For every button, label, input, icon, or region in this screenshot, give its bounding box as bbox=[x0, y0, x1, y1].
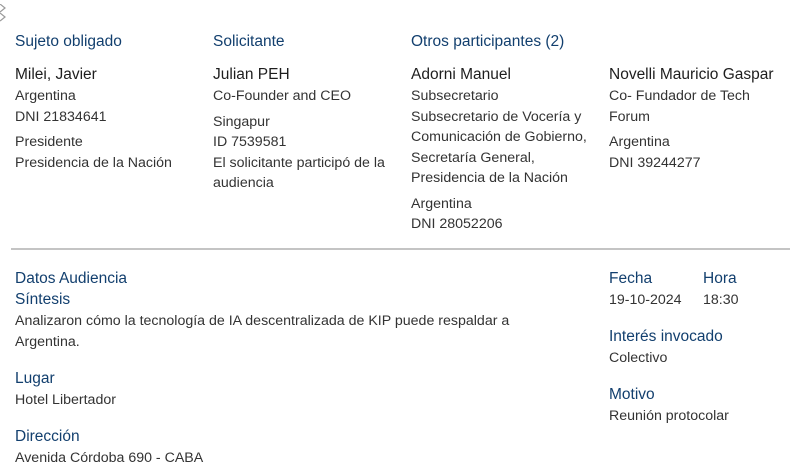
participant-title-line: Comunicación de Gobierno, bbox=[411, 129, 587, 145]
participant-country: Argentina bbox=[411, 195, 472, 212]
fecha-value: 19-10-2024 bbox=[609, 292, 682, 308]
sujeto-obligado-heading: Sujeto obligado bbox=[15, 33, 122, 50]
sujeto-name: Milei, Javier bbox=[15, 66, 97, 83]
hora-value: 18:30 bbox=[703, 292, 739, 308]
participant-title-line: Presidencia de la Nación bbox=[411, 170, 568, 186]
participant-doc: DNI 39244277 bbox=[609, 154, 701, 171]
solicitante-title: Co-Founder and CEO bbox=[213, 88, 352, 104]
hora-label: Hora bbox=[703, 270, 737, 287]
participant-card bbox=[609, 64, 789, 173]
participant-name: Novelli Mauricio Gaspar bbox=[609, 66, 774, 83]
lugar-label: Lugar bbox=[15, 370, 55, 387]
solicitante-name: Julian PEH bbox=[213, 66, 290, 83]
motivo-label: Motivo bbox=[609, 386, 655, 403]
participant-country: Argentina bbox=[609, 134, 670, 150]
interes-label: Interés invocado bbox=[609, 328, 723, 345]
sujeto-org: Presidencia de la Nación bbox=[15, 154, 172, 171]
participant-name: Adorni Manuel bbox=[411, 66, 511, 83]
solicitante-note: El solicitante participó de la audiencia bbox=[213, 154, 385, 191]
participant-title-line: Secretaría General, bbox=[411, 149, 535, 166]
solicitante-heading: Solicitante bbox=[213, 33, 285, 50]
sujeto-country: Argentina bbox=[15, 88, 76, 104]
sujeto-doc: DNI 21834641 bbox=[15, 108, 107, 125]
solicitante-card bbox=[213, 64, 405, 194]
participant-title-line: Subsecretario bbox=[411, 88, 499, 104]
lugar-value: Hotel Libertador bbox=[15, 392, 116, 408]
participant-title-line: Subsecretario de Vocería y bbox=[411, 108, 582, 125]
fecha-label: Fecha bbox=[609, 270, 653, 287]
otros-participantes-heading: Otros participantes (2) bbox=[411, 33, 565, 50]
direccion-value: Avenida Córdoba 690 - CABA bbox=[15, 450, 204, 466]
datos-audiencia-heading: Datos Audiencia bbox=[15, 270, 128, 287]
participant-title-line: Forum bbox=[609, 108, 650, 125]
sujeto-role: Presidente bbox=[15, 134, 83, 150]
sintesis-value: Analizaron cómo la tecnología de IA descentralizada de KIP puede respaldar a Argentina. bbox=[15, 313, 510, 350]
direccion-label: Dirección bbox=[15, 428, 80, 445]
interes-value: Colectivo bbox=[609, 350, 668, 366]
drag-handle-icon bbox=[0, 4, 6, 22]
solicitante-doc: ID 7539581 bbox=[213, 134, 287, 150]
section-divider bbox=[11, 248, 790, 250]
sintesis-label: Síntesis bbox=[15, 291, 71, 308]
sujeto-obligado-card bbox=[15, 64, 205, 173]
participant-title-line: Co- Fundador de Tech bbox=[609, 88, 750, 104]
motivo-value: Reunión protocolar bbox=[609, 408, 729, 424]
participant-card bbox=[411, 64, 603, 235]
solicitante-country: Singapur bbox=[213, 113, 270, 130]
participant-doc: DNI 28052206 bbox=[411, 216, 503, 232]
